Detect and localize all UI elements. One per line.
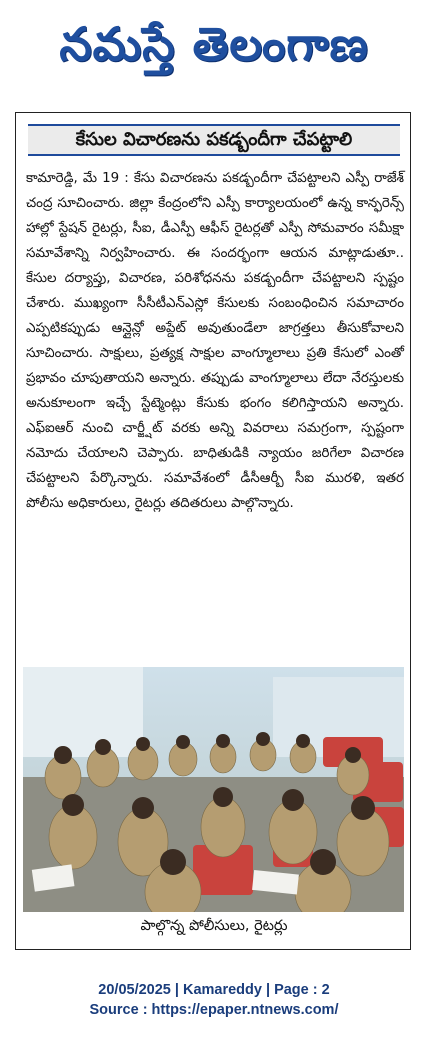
edition-info: 20/05/2025 | Kamareddy | Page : 2 <box>98 982 330 998</box>
footer <box>0 980 428 1020</box>
article-headline: కేసుల విచారణను పకడ్బందీగా చేపట్టాలి <box>75 129 353 150</box>
source-link[interactable]: Source : https://epaper.ntnews.com/ <box>89 1002 339 1018</box>
headline-box <box>28 124 400 156</box>
masthead <box>0 0 428 100</box>
meeting-photo <box>23 667 404 912</box>
article-body: కామారెడ్డి, మే 19 : కేసు విచారణను పకడ్బందీగా చేపట్టాలని ఎస్పీ రాజేశ్ చంద్ర సూచించారు. జిల్లా కేంద్రంలోని ఎస్పీ కార్యాలయంలో ఉన్న కాన్ఫరెన్స్ హాల్లో స్టేషన్ రైటర్లు, సీఐ, డీఎస్పీ ఆఫీస్ రైటర్లతో ఎస్పీ సోమవారం సమీక్షా సమావేశాన్ని నిర్వహించారు. ఈ సందర్భంగా ఆయన మాట్లాడుతూ.. కేసుల దర్యాప్తు, విచారణ, పరిశోధనను పకడ్బందీగా చేపట్టాలని స్పష్టం చేశారు. ముఖ్యంగా సీసీటీఎన్ఎస్లో కేసులకు సంబంధించిన సమాచారం ఎప్పటికప్పుడు ఆన్లైన్లో అప్డేట్ అవుతుండేలా జాగ్రత్తలు తీసుకోవాలని సూచించారు. సాక్షులు, ప్రత్యక్ష సాక్షుల వాంగ్మూలాలు ప్రతి కేసులో ఎంతో ప్రభావం చూపుతాయని అన్నారు. తప్పుడు వాంగ్మూలాలు లేదా నేరస్తులకు అనుకూలంగా ఇచ్చే స్టేట్మెంట్లు కేసుకు భంగం కలిగిస్తాయని అన్నారు. ఎఫ్ఐఆర్ నుంచి చార్జ్షీట్ వరకు అన్ని వివరాలు సమగ్రంగా, స్పష్టంగా నమోదు చేయాలని చెప్పారు. బాధితుడికి న్యాయం జరిగేలా విచారణ చేపట్టాలని పేర్కొన్నారు. సమావేశంలో డీసీఆర్బీ సీఐ మురళి, ఇతర పోలీసు అధికారులు, రైటర్లు తదితరులు పాల్గొన్నారు. <box>26 171 404 511</box>
photo-caption: పాల్గొన్న పోలీసులు, రైటర్లు <box>140 918 288 934</box>
newspaper-logo: నమస్తే తెలంగాణ <box>59 17 369 71</box>
